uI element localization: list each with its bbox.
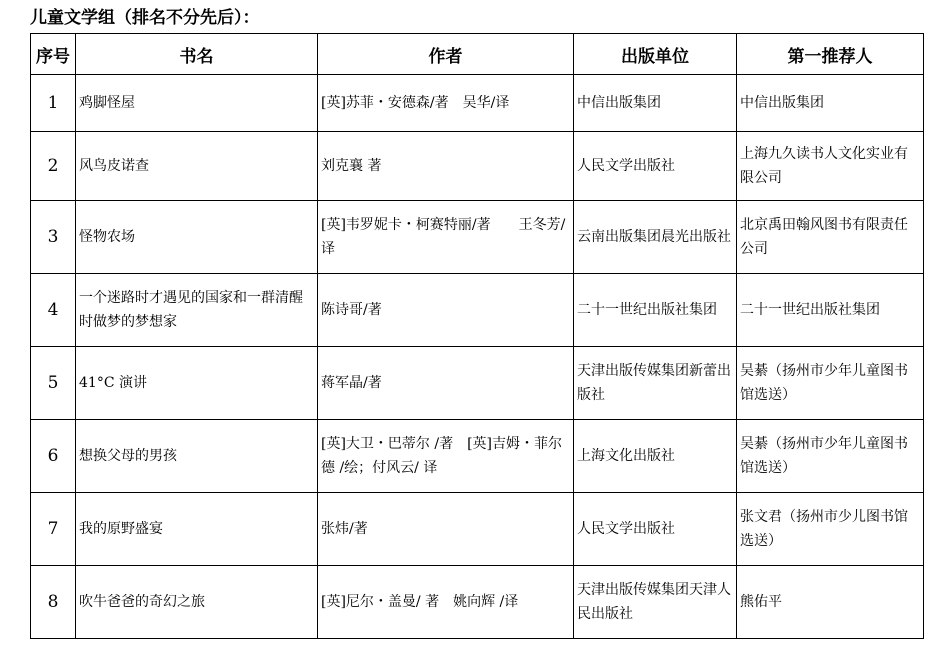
column-header-recommender: 第一推荐人 [737,34,924,75]
book-author: 刘克襄 著 [318,132,574,201]
book-recommender: 熊佑平 [737,566,924,639]
table-header-row [31,34,924,75]
book-list-table [30,33,924,639]
row-number: 4 [31,274,76,347]
column-header-publisher: 出版单位 [574,34,737,75]
book-recommender: 吴綦（扬州市少年儿童图书馆选送） [737,420,924,493]
book-recommender: 二十一世纪出版社集团 [737,274,924,347]
column-header-title: 书名 [76,34,318,75]
book-title: 风鸟皮诺查 [76,132,318,201]
row-number: 1 [31,75,76,132]
book-title: 41°C 演讲 [76,347,318,420]
book-publisher: 天津出版传媒集团新蕾出版社 [574,347,737,420]
book-title: 想换父母的男孩 [76,420,318,493]
table-row [31,132,924,201]
book-author: [英]韦罗妮卡・柯赛特丽/著 王冬芳/译 [318,201,574,274]
column-header-author: 作者 [318,34,574,75]
book-recommender: 张文君（扬州市少儿图书馆选送） [737,493,924,566]
book-title: 鸡脚怪屋 [76,75,318,132]
book-recommender: 上海九久读书人文化实业有限公司 [737,132,924,201]
book-publisher: 二十一世纪出版社集团 [574,274,737,347]
row-number: 3 [31,201,76,274]
book-publisher: 天津出版传媒集团天津人民出版社 [574,566,737,639]
table-row [31,493,924,566]
table-row [31,274,924,347]
book-author: [英]尼尔・盖曼/ 著 姚向辉 /译 [318,566,574,639]
book-publisher: 上海文化出版社 [574,420,737,493]
book-author: 蒋军晶/著 [318,347,574,420]
book-title: 怪物农场 [76,201,318,274]
row-number: 8 [31,566,76,639]
book-title: 我的原野盛宴 [76,493,318,566]
table-row [31,347,924,420]
row-number: 2 [31,132,76,201]
table-row [31,201,924,274]
column-header-num: 序号 [31,34,76,75]
book-author: [英]苏菲・安德森/著 吴华/译 [318,75,574,132]
book-title: 吹牛爸爸的奇幻之旅 [76,566,318,639]
section-heading: 儿童文学组（排名不分先后）： [30,8,260,28]
book-author: [英]大卫・巴蒂尔 /著 [英]吉姆・菲尔德 /绘；付风云/ 译 [318,420,574,493]
book-recommender: 北京禹田翰风图书有限责任公司 [737,201,924,274]
table-row [31,75,924,132]
book-recommender: 中信出版集团 [737,75,924,132]
book-publisher: 云南出版集团晨光出版社 [574,201,737,274]
book-publisher: 人民文学出版社 [574,132,737,201]
book-recommender: 吴綦（扬州市少年儿童图书馆选送） [737,347,924,420]
book-author: 张炜/著 [318,493,574,566]
book-title: 一个迷路时才遇见的国家和一群清醒时做梦的梦想家 [76,274,318,347]
book-publisher: 人民文学出版社 [574,493,737,566]
table-row [31,420,924,493]
table-row [31,566,924,639]
book-author: 陈诗哥/著 [318,274,574,347]
row-number: 6 [31,420,76,493]
row-number: 5 [31,347,76,420]
book-publisher: 中信出版集团 [574,75,737,132]
row-number: 7 [31,493,76,566]
